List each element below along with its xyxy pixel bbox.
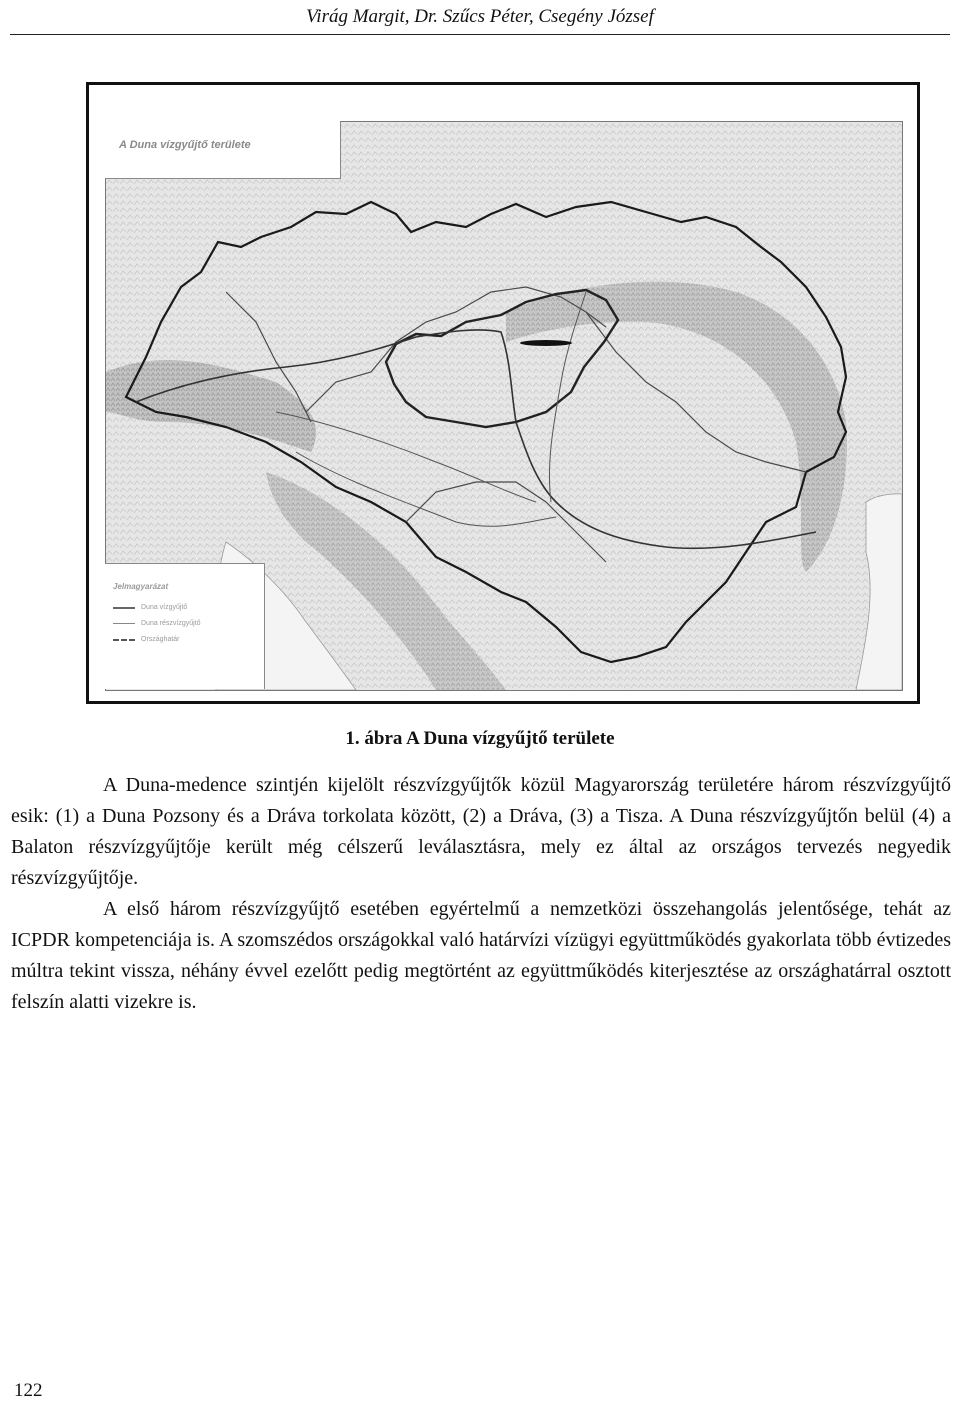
map-title: A Duna vízgyűjtő területe [119,139,251,151]
header-rule [10,34,950,35]
legend-title: Jelmagyarázat [113,582,169,591]
paragraph: A Duna-medence szintjén kijelölt részvízgyűjtők közül Magyarország területére három részvízgyűjtő esik: (1) a Duna Pozsony és a Dráva torkolata között, (2) a Dráva, (3) a Tisza. A Duna részvízgyűjtőn belül (4) a Balaton részvízgyűjtője került még célszerű leválasztásra, mely ez által az országos tervezés negyedik részvízgyűjtője. [11,774,951,889]
map-title-box [105,121,341,179]
running-header: Virág Margit, Dr. Szűcs Péter, Csegény József [306,6,654,27]
legend-item-label: Duna részvízgyűjtő [141,620,201,627]
paragraph: A első három részvízgyűjtő esetében egyértelmű a nemzetközi összehangolás jelentősége, tehát az ICPDR kompetenciája is. A szomszédos országokkal való határvízi vízügyi együttműködés gyakorlata több évtizedes múltra tekint vissza, néhány évvel ezelőtt pedig megtörtént az együttműködés kiterjesztése az országhatárral osztott felszín alatti vizekre is. [11,898,951,1013]
legend-line-icon [113,607,135,609]
legend-item [113,636,180,643]
legend-item-label: Duna vízgyűjtő [141,604,188,611]
figure-caption: 1. ábra A Duna vízgyűjtő területe [345,728,615,749]
figure-frame [86,82,920,704]
legend-line-icon [113,623,135,624]
legend-item [113,604,187,611]
map-legend [105,563,265,689]
balaton-lake [520,340,572,346]
legend-item-label: Országhatár [141,636,180,643]
body-text [11,770,951,1018]
legend-line-icon [113,639,135,641]
legend-item [113,620,201,627]
page-number: 122 [14,1380,43,1401]
